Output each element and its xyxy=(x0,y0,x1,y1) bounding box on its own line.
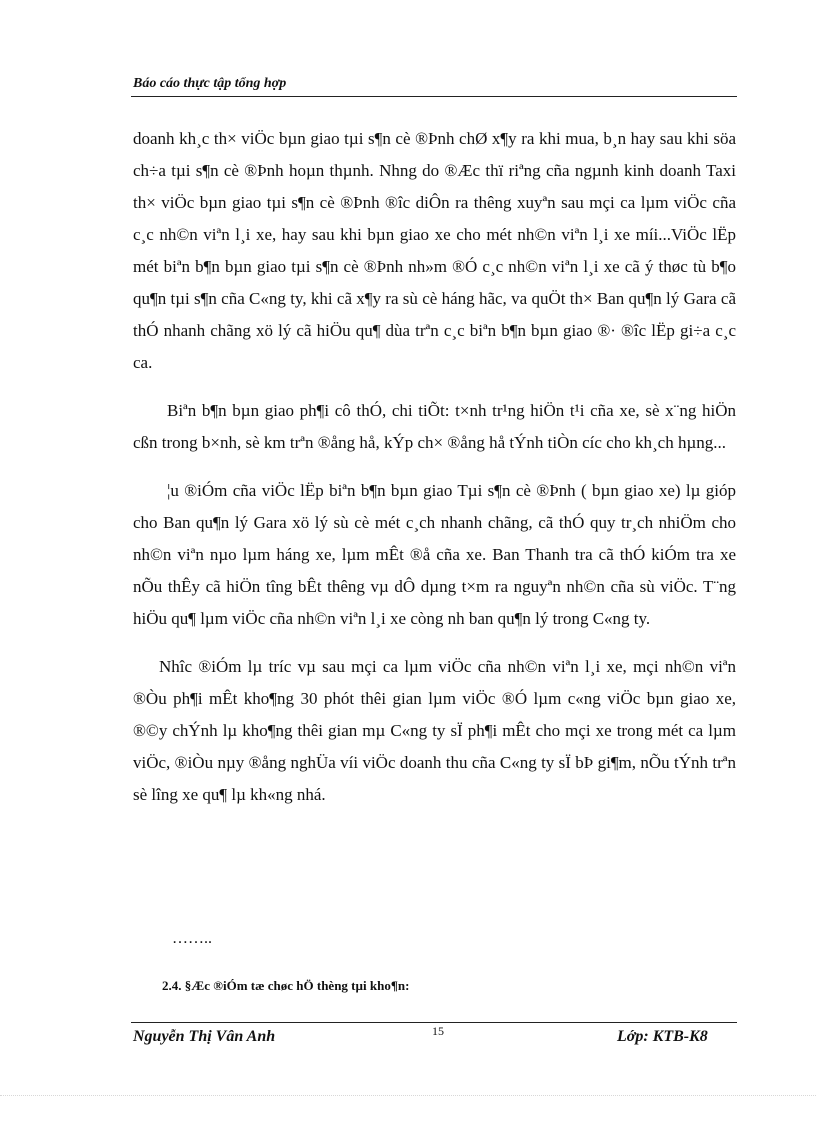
paragraph-gap xyxy=(133,635,736,651)
page-number: 15 xyxy=(432,1024,444,1038)
page-edge-divider xyxy=(0,1095,816,1096)
footer-author: Nguyễn Thị Vân Anh xyxy=(133,1028,276,1045)
footer-class-label: Lớp: KTB-K8 xyxy=(617,1028,708,1045)
paragraph-gap xyxy=(133,379,736,395)
body-text xyxy=(133,123,736,811)
paragraph-4: Nhîc ®iÓm lµ tríc vµ sau mçi ca lµm viÖc cña nh©n viªn l¸i xe, mçi nh©n viªn ®Òu ph¶i mÊt kho¶ng 30 phót thêi gian lµm viÖc ®Ó lµm c«ng viÖc bµn giao xe, ®©y chÝnh lµ kho¶ng thêi gian mµ C«ng ty sÏ ph¶i mÊt cho mçi xe trong mét ca lµm viÖc, ®iÒu nµy ®ång nghÜa víi viÖc doanh thu cña C«ng ty sÏ bÞ gi¶m, nÕu tÝnh trªn sè lîng xe qu¶ lµ kh«ng nhá. xyxy=(133,657,736,804)
section-heading: 2.4. §Æc ®iÓm tæ chøc hÖ thèng tµi kho¶n: xyxy=(162,978,410,993)
paragraph-3: ¦u ®iÓm cña viÖc lËp biªn b¶n bµn giao Tµi s¶n cè ®Þnh ( bµn giao xe) lµ gióp cho Ban qu¶n lý Gara xö lý sù cè mét c¸ch nhanh chãng, cã thÓ quy tr¸ch nhiÖm cho nh©n viªn nµo lµm háng xe, lµm mÊt ®å cña xe. Ban Thanh tra cã thÓ kiÓm tra xe nÕu thÊy cã hiÖn tîng bÊt thêng vµ dÔ dµng t×m ra nguyªn nh©n cña sù viÖc. T¨ng hiÖu qu¶ lµm viÖc cña nh©n viªn l¸i xe còng nh ban qu¶n lý trong C«ng ty. xyxy=(133,481,736,628)
header-rule xyxy=(131,96,737,97)
header-title: Báo cáo thực tập tổng hợp xyxy=(133,76,287,91)
paragraph-gap xyxy=(133,459,736,475)
ellipsis: …….. xyxy=(172,930,212,947)
paragraph-2: Biªn b¶n bµn giao ph¶i cô thÓ, chi tiÕt: t×nh tr¹ng hiÖn t¹i cña xe, sè x¨ng hiÖn cßn trong b×nh, sè km trªn ®ång hå, kÝp ch× ®ång hå tÝnh tiÒn cíc cho kh¸ch hµng... xyxy=(133,401,736,452)
footer-rule xyxy=(131,1022,737,1023)
paragraph-1: doanh kh¸c th× viÖc bµn giao tµi s¶n cè ®Þnh chØ x¶y ra khi mua, b¸n hay sau khi söa ch÷a tµi s¶n cè ®Þnh hoµn thµnh. Nhng do ®Æc thï riªng cña ngµnh kinh doanh Taxi th× viÖc bµn giao tµi s¶n cè ®Þnh ®îc diÔn ra thêng xuyªn sau mçi ca lµm viÖc cña c¸c nh©n viªn l¸i xe, hay sau khi bµn giao xe cho mét nh©n viªn l¸i xe míi...ViÖc lËp mét biªn b¶n bµn giao tµi s¶n cè ®Þnh nh»m ®Ó c¸c nh©n viªn l¸i xe cã ý thøc tù b¶o qu¶n tµi s¶n cña C«ng ty, khi cã x¶y ra sù cè háng hãc, va quÖt th× Ban qu¶n lý Gara cã thÓ nhanh chãng xö lý cã hiÖu qu¶ dùa trªn c¸c biªn b¶n bµn giao ®· ®îc lËp gi÷a c¸c ca. xyxy=(133,129,736,372)
